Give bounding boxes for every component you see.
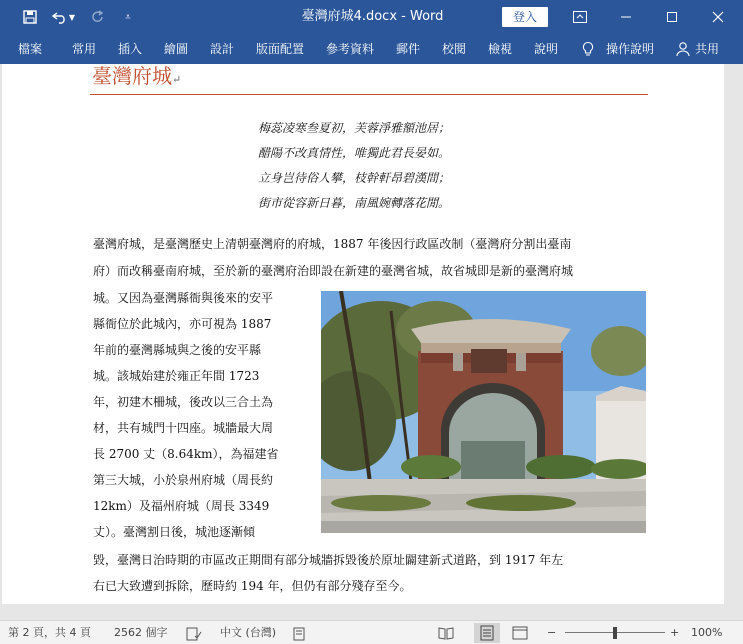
web-layout-icon[interactable] (512, 625, 528, 641)
redo-icon[interactable] (86, 5, 110, 29)
paragraph-line: 年，初建木柵城，後改以三合土為 (93, 395, 274, 409)
tab-view[interactable]: 檢視 (488, 42, 513, 56)
document-heading (92, 64, 181, 89)
read-mode-icon[interactable] (438, 625, 454, 641)
language-indicator[interactable]: 中文 (台灣) (220, 626, 277, 639)
tab-mailings[interactable]: 郵件 (396, 42, 421, 56)
tab-review[interactable]: 校閱 (442, 42, 467, 56)
share-person-icon[interactable] (675, 41, 691, 57)
lightbulb-icon[interactable] (580, 41, 596, 57)
paragraph-line: 縣衙位於此城內，亦可視為 1887 (93, 317, 272, 331)
zoom-slider-thumb[interactable] (613, 627, 617, 639)
poem-line: 街市從容新日暮，南風婉轉落花閒。 (258, 196, 451, 210)
tell-me-search[interactable]: 操作說明 (606, 42, 655, 56)
paragraph-line: 城。該城始建於雍正年間 1723 (93, 369, 260, 383)
zoom-in-button[interactable]: + (670, 626, 680, 639)
page-count[interactable]: 第 2 頁，共 4 頁 (8, 626, 91, 639)
close-icon[interactable] (695, 0, 741, 34)
paragraph-line: 年前的臺灣縣城與之後的安平縣 (93, 343, 262, 357)
maximize-icon[interactable] (649, 0, 695, 34)
paragraph-mark: ↵ (172, 73, 182, 86)
paragraph-line: 丈）。臺灣割日後，城池逐漸傾 (93, 525, 256, 539)
word-count[interactable]: 2562 個字 (114, 626, 168, 639)
poem-line: 立身岂待俗人攀，枝幹軒昂碧漢間； (258, 171, 451, 185)
paragraph-line: 材，共有城門十四座。城牆最大周 (93, 421, 274, 435)
paragraph-line: 第三大城，小於泉州府城（周長約 (93, 473, 274, 487)
ribbon-tabs (0, 34, 743, 64)
save-icon[interactable] (18, 5, 42, 29)
document-area (0, 64, 743, 620)
customize-toolbar-icon[interactable]: ⩡ (125, 11, 131, 23)
zoom-out-button[interactable]: − (547, 626, 557, 639)
paragraph-line: 毀，臺灣日治時期的市區改正期間有部分城牆拆毀後於原址闢建新式道路，到 1917 年左 (93, 553, 564, 567)
paragraph-line: 長 2700 丈（8.64km），為福建省 (93, 447, 279, 461)
share-button[interactable]: 共用 (695, 42, 720, 56)
tab-file[interactable]: 檔案 (18, 42, 43, 56)
city-gate-photo[interactable] (321, 291, 646, 533)
paragraph-line: 右已大致遭到拆除，歷時約 194 年，但仍有部分殘存至今。 (93, 579, 412, 593)
tab-references[interactable]: 參考資料 (326, 42, 375, 56)
login-button[interactable]: 登入 (502, 7, 548, 27)
proofing-icon[interactable] (186, 626, 202, 640)
document-page[interactable] (2, 64, 724, 604)
paragraph-line: 臺灣府城，是臺灣歷史上清朝臺灣府的府城，1887 年後因行政區改制（臺灣府分割出臺南 (93, 237, 572, 251)
heading-text: 臺灣府城 (92, 64, 172, 88)
minimize-icon[interactable] (603, 0, 649, 34)
tab-layout[interactable]: 版面配置 (256, 42, 305, 56)
ribbon-display-icon[interactable] (557, 0, 603, 34)
paragraph-line: 城。又因為臺灣縣衙與後來的安平 (93, 291, 274, 305)
tab-design[interactable]: 設計 (210, 42, 235, 56)
poem-line: 醋陽不改真情性，唯獨此君長晏如。 (258, 146, 451, 160)
paragraph-line: 府）而改稱臺南府城，至於新的臺灣府治即設在新建的臺灣省城，故省城即是新的臺灣府城 (93, 264, 574, 278)
paragraph-line: 12km）及福州府城（周長 3349 (93, 499, 270, 513)
accessibility-icon[interactable] (292, 626, 308, 640)
undo-dropdown-icon[interactable]: ▼ (68, 12, 76, 22)
vertical-scrollbar[interactable] (725, 64, 743, 620)
tab-help[interactable]: 說明 (534, 42, 559, 56)
zoom-level[interactable]: 100% (691, 626, 723, 639)
poem-line: 梅蕊凌寒叁夏初，芙蓉淨雅額池居； (258, 121, 451, 135)
heading-underline (90, 94, 648, 95)
document-title: 臺灣府城4.docx - Word (301, 9, 444, 24)
tab-draw[interactable]: 繪圖 (164, 42, 189, 56)
status-bar (0, 620, 743, 644)
tab-insert[interactable]: 插入 (118, 42, 143, 56)
tab-home[interactable]: 常用 (72, 42, 97, 56)
title-bar (0, 0, 743, 34)
print-layout-icon[interactable] (474, 623, 500, 643)
